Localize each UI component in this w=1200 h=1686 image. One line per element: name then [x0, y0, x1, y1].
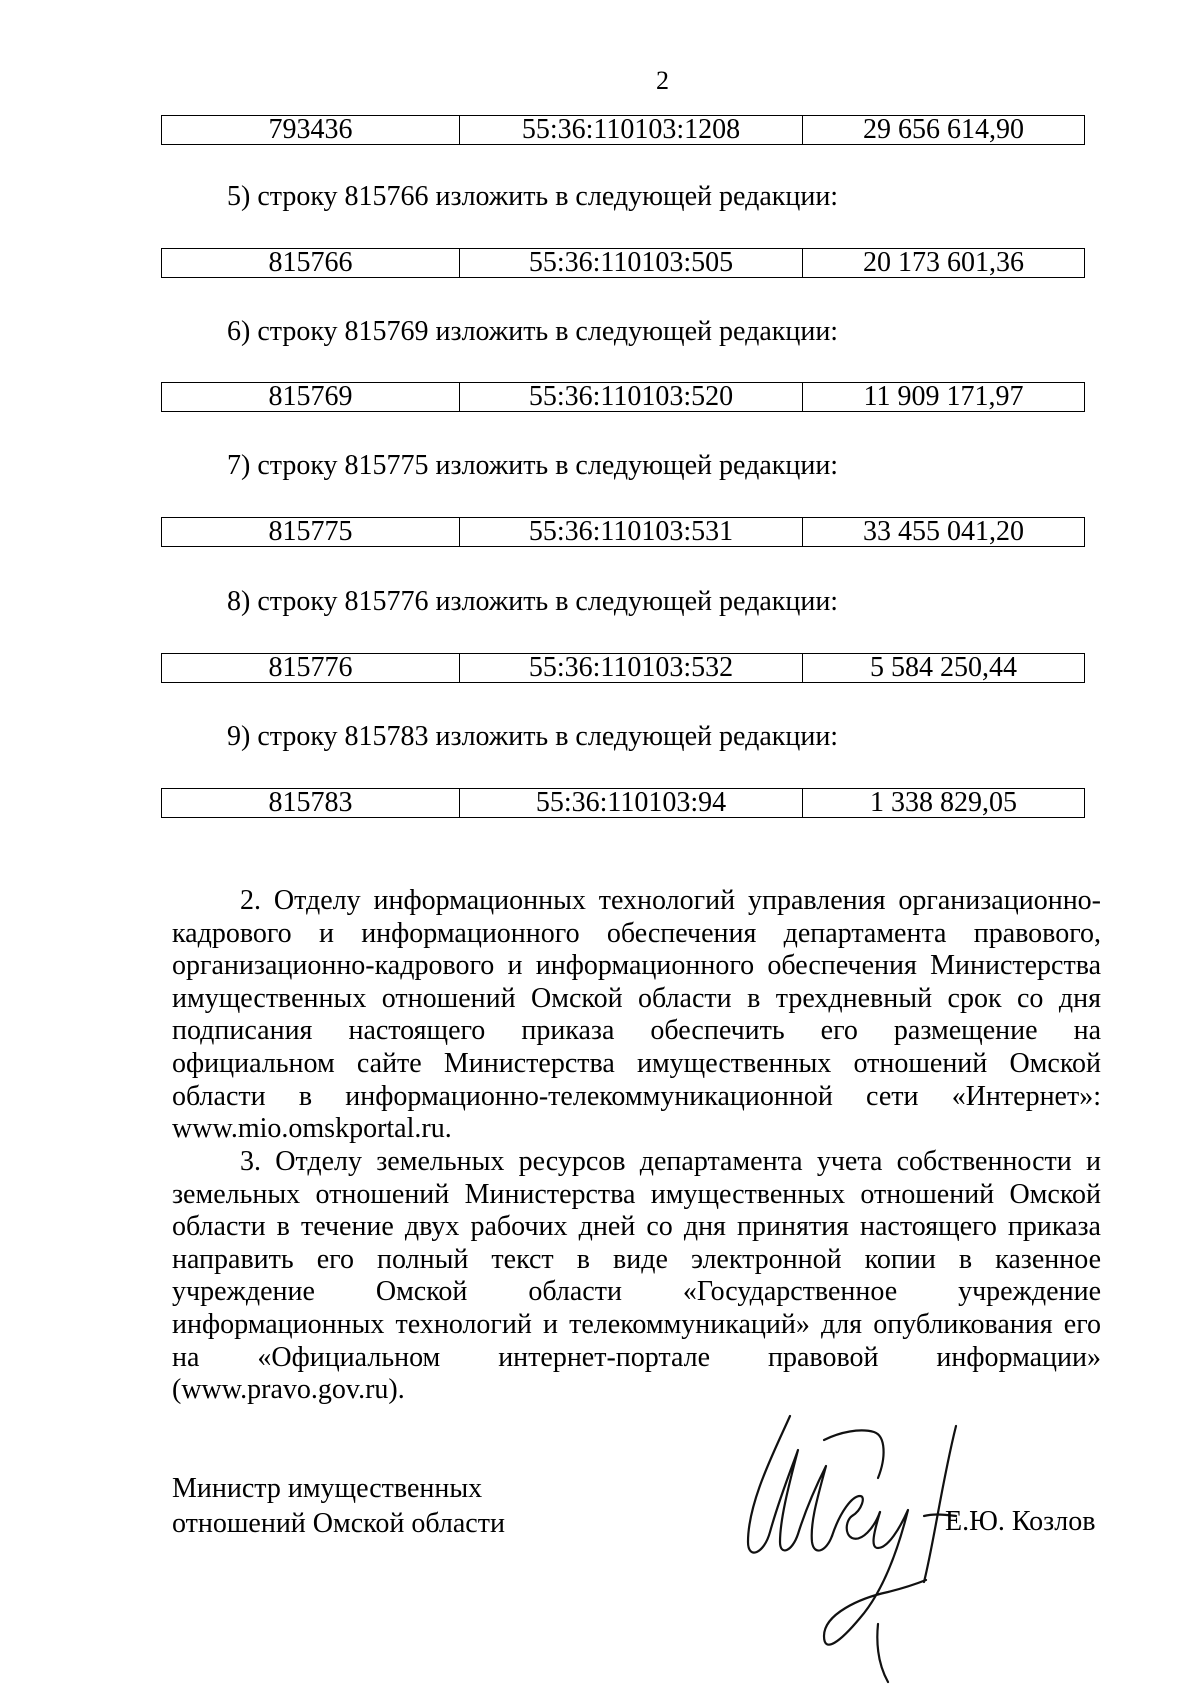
- paragraph-line: учреждение Омской области «Государственное учреждение: [172, 1276, 1101, 1308]
- row-number-cell: 815783: [162, 789, 460, 817]
- cadastral-value-cell: 5 584 250,44: [870, 652, 1017, 683]
- table-row: [161, 382, 1085, 412]
- row-number-cell: 793436: [162, 116, 460, 144]
- paragraph-line: официальном сайте Министерства имущественных отношений Омской: [172, 1047, 1101, 1079]
- table-row: [161, 517, 1085, 547]
- row-number-cell: 815769: [162, 383, 460, 411]
- paragraph-line: (www.pravo.gov.ru).: [172, 1374, 405, 1406]
- cadastral-number-cell: 55:36:110103:1208: [460, 116, 803, 144]
- paragraph-line: на «Официальном интернет-портале правовой информации»: [172, 1341, 1101, 1373]
- handwritten-signature-icon: [728, 1392, 958, 1686]
- cadastral-value-cell: 33 455 041,20: [863, 516, 1024, 547]
- cadastral-number-cell: 55:36:110103:94: [460, 789, 803, 817]
- paragraph-line: 3. Отделу земельных ресурсов департамента учета собственности и: [240, 1146, 1101, 1177]
- signatory-name: Е.Ю. Козлов: [945, 1506, 1096, 1537]
- table-row: [161, 653, 1085, 683]
- page-number: 2: [656, 66, 669, 95]
- cadastral-number-cell: 55:36:110103:505: [460, 249, 803, 277]
- cadastral-value-cell: 20 173 601,36: [863, 247, 1024, 278]
- paragraph-line: организационно-кадрового и информационного обеспечения Министерства: [172, 950, 1101, 982]
- cadastral-number-cell: 55:36:110103:531: [460, 518, 803, 546]
- amendment-text: 5) строку 815766 изложить в следующей редакции:: [227, 181, 839, 212]
- paragraph-line: имущественных отношений Омской области в трехдневный срок со дня: [172, 982, 1101, 1014]
- paragraph-line: подписания настоящего приказа обеспечить его размещение на: [172, 1015, 1101, 1047]
- amendment-text: 8) строку 815776 изложить в следующей редакции:: [227, 586, 839, 617]
- table-row: [161, 788, 1085, 818]
- paragraph-line: области в течение двух рабочих дней со дня принятия настоящего приказа: [172, 1211, 1101, 1243]
- cadastral-value-cell: 11 909 171,97: [863, 381, 1024, 412]
- paragraph-3: [172, 1146, 1101, 1407]
- paragraph-line: области в информационно-телекоммуникационной сети «Интернет»:: [172, 1080, 1101, 1112]
- paragraph-line: направить его полный текст в виде электронной копии в казенное: [172, 1243, 1101, 1275]
- paragraph-line: 2. Отделу информационных технологий управления организационно-: [240, 885, 1101, 916]
- table-row: [161, 248, 1085, 278]
- row-number-cell: 815776: [162, 654, 460, 682]
- cadastral-value-cell: 1 338 829,05: [870, 787, 1017, 818]
- cadastral-number-cell: 55:36:110103:520: [460, 383, 803, 411]
- cadastral-number-cell: 55:36:110103:532: [460, 654, 803, 682]
- cadastral-value-cell: 29 656 614,90: [863, 114, 1024, 145]
- amendment-text: 7) строку 815775 изложить в следующей редакции:: [227, 450, 839, 481]
- signatory-position: [172, 1471, 505, 1541]
- row-number-cell: 815775: [162, 518, 460, 546]
- paragraph-2: [172, 885, 1101, 1146]
- paragraph-line: кадрового и информационного обеспечения департамента правового,: [172, 917, 1101, 949]
- amendment-text: 9) строку 815783 изложить в следующей редакции:: [227, 721, 839, 752]
- paragraph-line: информационных технологий и телекоммуникаций» для опубликования его: [172, 1308, 1101, 1340]
- paragraph-line: www.mio.omskportal.ru.: [172, 1113, 452, 1145]
- row-number-cell: 815766: [162, 249, 460, 277]
- signatory-position-line: Министр имущественных: [172, 1473, 483, 1504]
- paragraph-line: земельных отношений Министерства имущественных отношений Омской: [172, 1178, 1101, 1210]
- signatory-position-line: отношений Омской области: [172, 1508, 505, 1539]
- table-row: [161, 115, 1085, 145]
- amendment-text: 6) строку 815769 изложить в следующей редакции:: [227, 316, 839, 347]
